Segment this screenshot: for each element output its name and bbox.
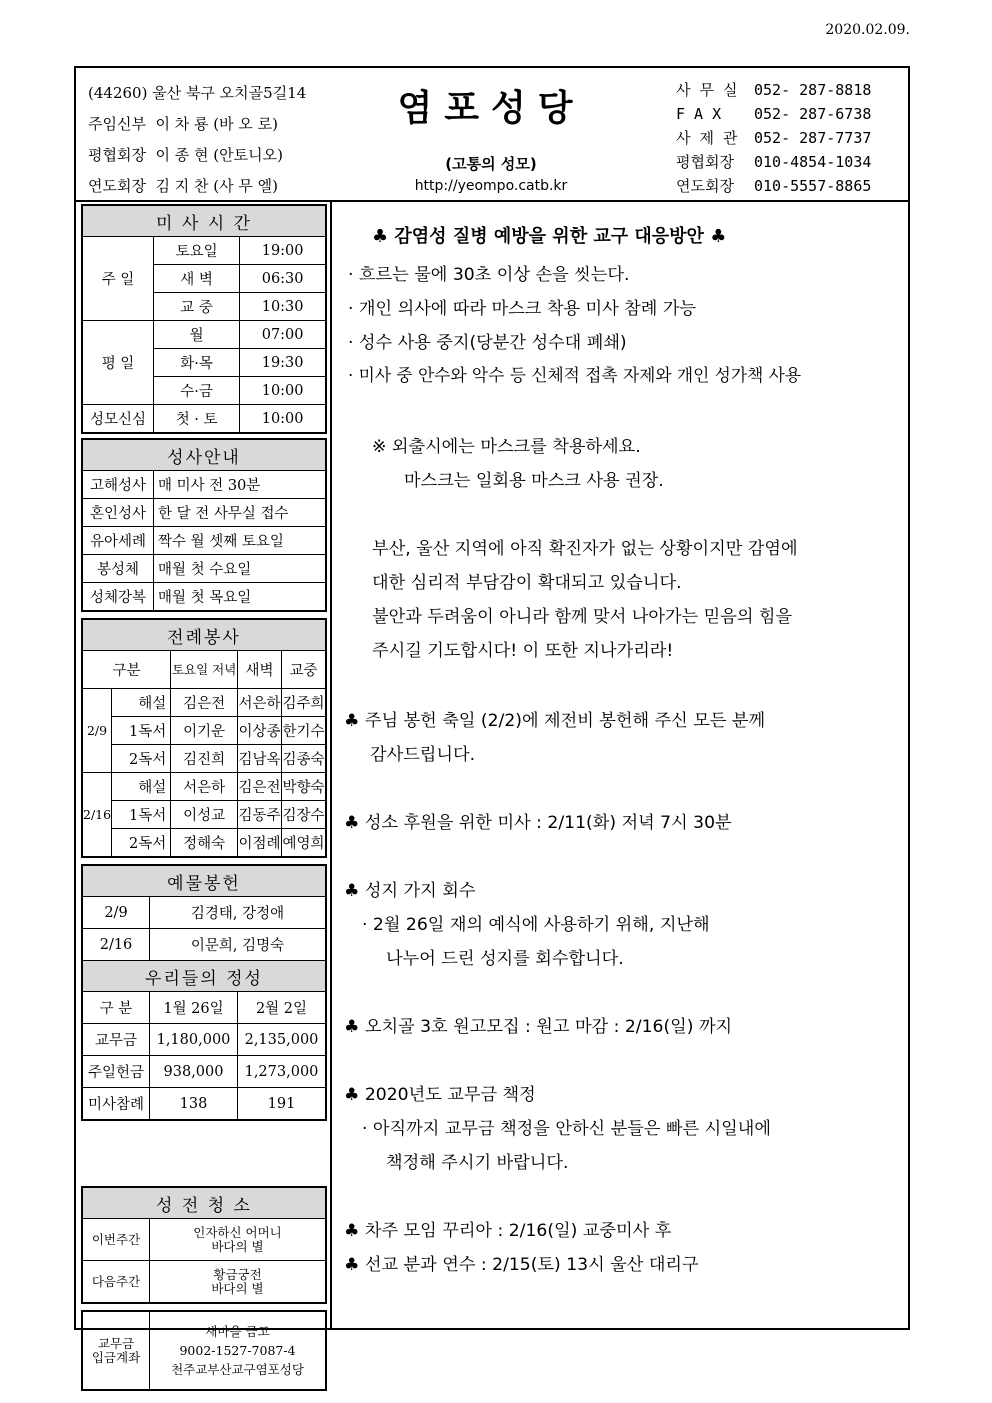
liturgy-table: 전례봉사 구분 토요일 저녁 새벽 교중 2/9 해설 김은전 서은하 김주희 1독서 이기운 이상종 한기수 2독서 김진희 김남옥 김종숙 2/16 해설 서은하 김은전 박향숙 1독서 이성교 김동주 김장수 2독서 정해숙 이점례 예영희: [82, 619, 326, 857]
notice-item: · 아직까지 교무금 책정을 안하신 분들은 빠른 시일내에: [362, 1119, 771, 1139]
staff-row: 평협회장 이 종 현 (안토니오): [88, 146, 283, 164]
mask-notice: ※ 외출시에는 마스크를 착용하세요.: [372, 437, 641, 457]
notice-item: · 2월 26일 재의 예식에 사용하기 위해, 지난해: [362, 915, 710, 935]
bullet: · 개인 의사에 따라 마스크 착용 미사 참례 가능: [348, 299, 697, 319]
offering-title: 예물봉헌: [83, 866, 326, 897]
parish-title: 염포성당: [397, 88, 585, 129]
sacraments-table: 성사안내 고해성사 매 미사 전 30분 혼인성사 한 달 전 사무실 접수 유아세례 짝수 월 셋째 토요일 봉성체 매월 첫 수요일 성체강복 매월 첫 목요일: [82, 439, 326, 611]
contact-row: 사 무 실 052- 287-8818: [676, 81, 872, 99]
liturgy-title: 전례봉사: [83, 620, 326, 651]
header: [76, 68, 908, 202]
cleaning-table: 성 전 청 소 이번주간 인자하신 어머니 바다의 별 다음주간 황금궁전 바다의 별: [82, 1187, 326, 1303]
cleaning-box: [81, 1186, 327, 1304]
notice-item: ♣ 성소 후원을 위한 미사 : 2/11(화) 저녁 7시 30분: [344, 813, 732, 833]
sunday-label: 주 일: [83, 237, 154, 321]
contacts: [676, 78, 871, 198]
notice-item: ♣ 2020년도 교무금 책정: [344, 1085, 536, 1105]
mass-times-table: 미 사 시 간 주 일 토요일 19:00 새 벽 06:30 교 중 10:30 평 일 월 07:00 화·목 19:30 수·금 10:00 성모신심 첫 · 토 10:00: [82, 205, 326, 433]
parish-url[interactable]: http://yeompo.catb.kr: [414, 178, 568, 194]
bulletin-date: 2020.02.09.: [825, 22, 910, 38]
notice-item: 책정해 주시기 바랍니다.: [386, 1153, 569, 1173]
notice-item: ♣ 주님 봉헌 축일 (2/2)에 제전비 봉헌해 주신 모든 분께: [344, 711, 766, 731]
account-table: 교무금 입금계좌 새마을 금고 9002-1527-7087-4 천주교부산교구염포성당: [82, 1311, 326, 1390]
notice-item: 감사드립니다.: [370, 745, 476, 765]
address: (44260) 울산 북구 오치골5길14: [88, 84, 307, 102]
staff-row: 주임신부 이 차 룡 (바 오 로): [88, 115, 279, 133]
weekday-label: 평 일: [83, 321, 154, 405]
offering-table: 예물봉헌 2/9 김경태, 강정애 2/16 이문희, 김명숙 우리들의 정성 구 분 1월 26일 2월 2일 교무금 1,180,000 2,135,000 주일헌금 938,000 1,273,000 미사참례 138 191: [82, 865, 326, 1120]
paragraph-line: 주시길 기도합시다! 이 또한 지나가리라!: [372, 641, 674, 661]
notice-item: ♣ 오치골 3호 원고모집 : 원고 마감 : 2/16(일) 까지: [344, 1017, 733, 1037]
bullet: · 성수 사용 중지(당분간 성수대 폐쇄): [348, 333, 627, 353]
mask-notice: 마스크는 일회용 마스크 사용 권장.: [404, 471, 664, 491]
sacraments-title: 성사안내: [83, 440, 326, 471]
bullet: · 흐르는 물에 30초 이상 손을 씻는다.: [348, 265, 630, 285]
sacraments-box: [81, 438, 327, 612]
mass-times-box: [81, 204, 327, 434]
cleaning-title: 성 전 청 소: [83, 1188, 326, 1219]
masthead: [376, 76, 606, 194]
notice-heading: ♣ 감염성 질병 예방을 위한 교구 대응방안 ♣: [372, 226, 727, 247]
contact-row: F A X 052- 287-6738: [676, 105, 872, 123]
parish-info: [88, 78, 306, 202]
bulletin-frame: [74, 66, 910, 1377]
contact-row: 사 제 관 052- 287-7737: [676, 129, 872, 147]
contact-row: 평협회장 010-4854-1034: [676, 153, 872, 171]
paragraph-line: 불안과 두려움이 아니라 함께 맞서 나아가는 믿음의 힘을: [372, 607, 793, 627]
notice-item: ♣ 성지 가지 회수: [344, 881, 476, 901]
bullet: · 미사 중 안수와 악수 등 신체적 접촉 자제와 개인 성가책 사용: [348, 365, 802, 385]
contributions-title: 우리들의 정성: [83, 961, 326, 992]
liturgy-box: [81, 618, 327, 858]
paragraph-line: 부산, 울산 지역에 아직 확진자가 없는 상황이지만 감염에: [372, 539, 798, 559]
parish-subtitle: (고통의 성모): [445, 155, 537, 173]
account-box: [81, 1310, 327, 1391]
mass-times-title: 미 사 시 간: [83, 206, 326, 237]
offering-box: [81, 864, 327, 1121]
contact-row: 연도회장 010-5557-8865: [676, 177, 872, 195]
notice-item: ♣ 차주 모임 꾸리아 : 2/16(일) 교중미사 후: [344, 1221, 672, 1241]
staff-row: 연도회장 김 지 찬 (사 무 엘): [88, 177, 279, 195]
notice-item: 나누어 드린 성지를 회수합니다.: [386, 949, 624, 969]
notice-item: ♣ 선교 분과 연수 : 2/15(토) 13시 울산 대리구: [344, 1255, 699, 1275]
paragraph-line: 대한 심리적 부담감이 확대되고 있습니다.: [372, 573, 682, 593]
sidebar: [76, 200, 332, 1377]
